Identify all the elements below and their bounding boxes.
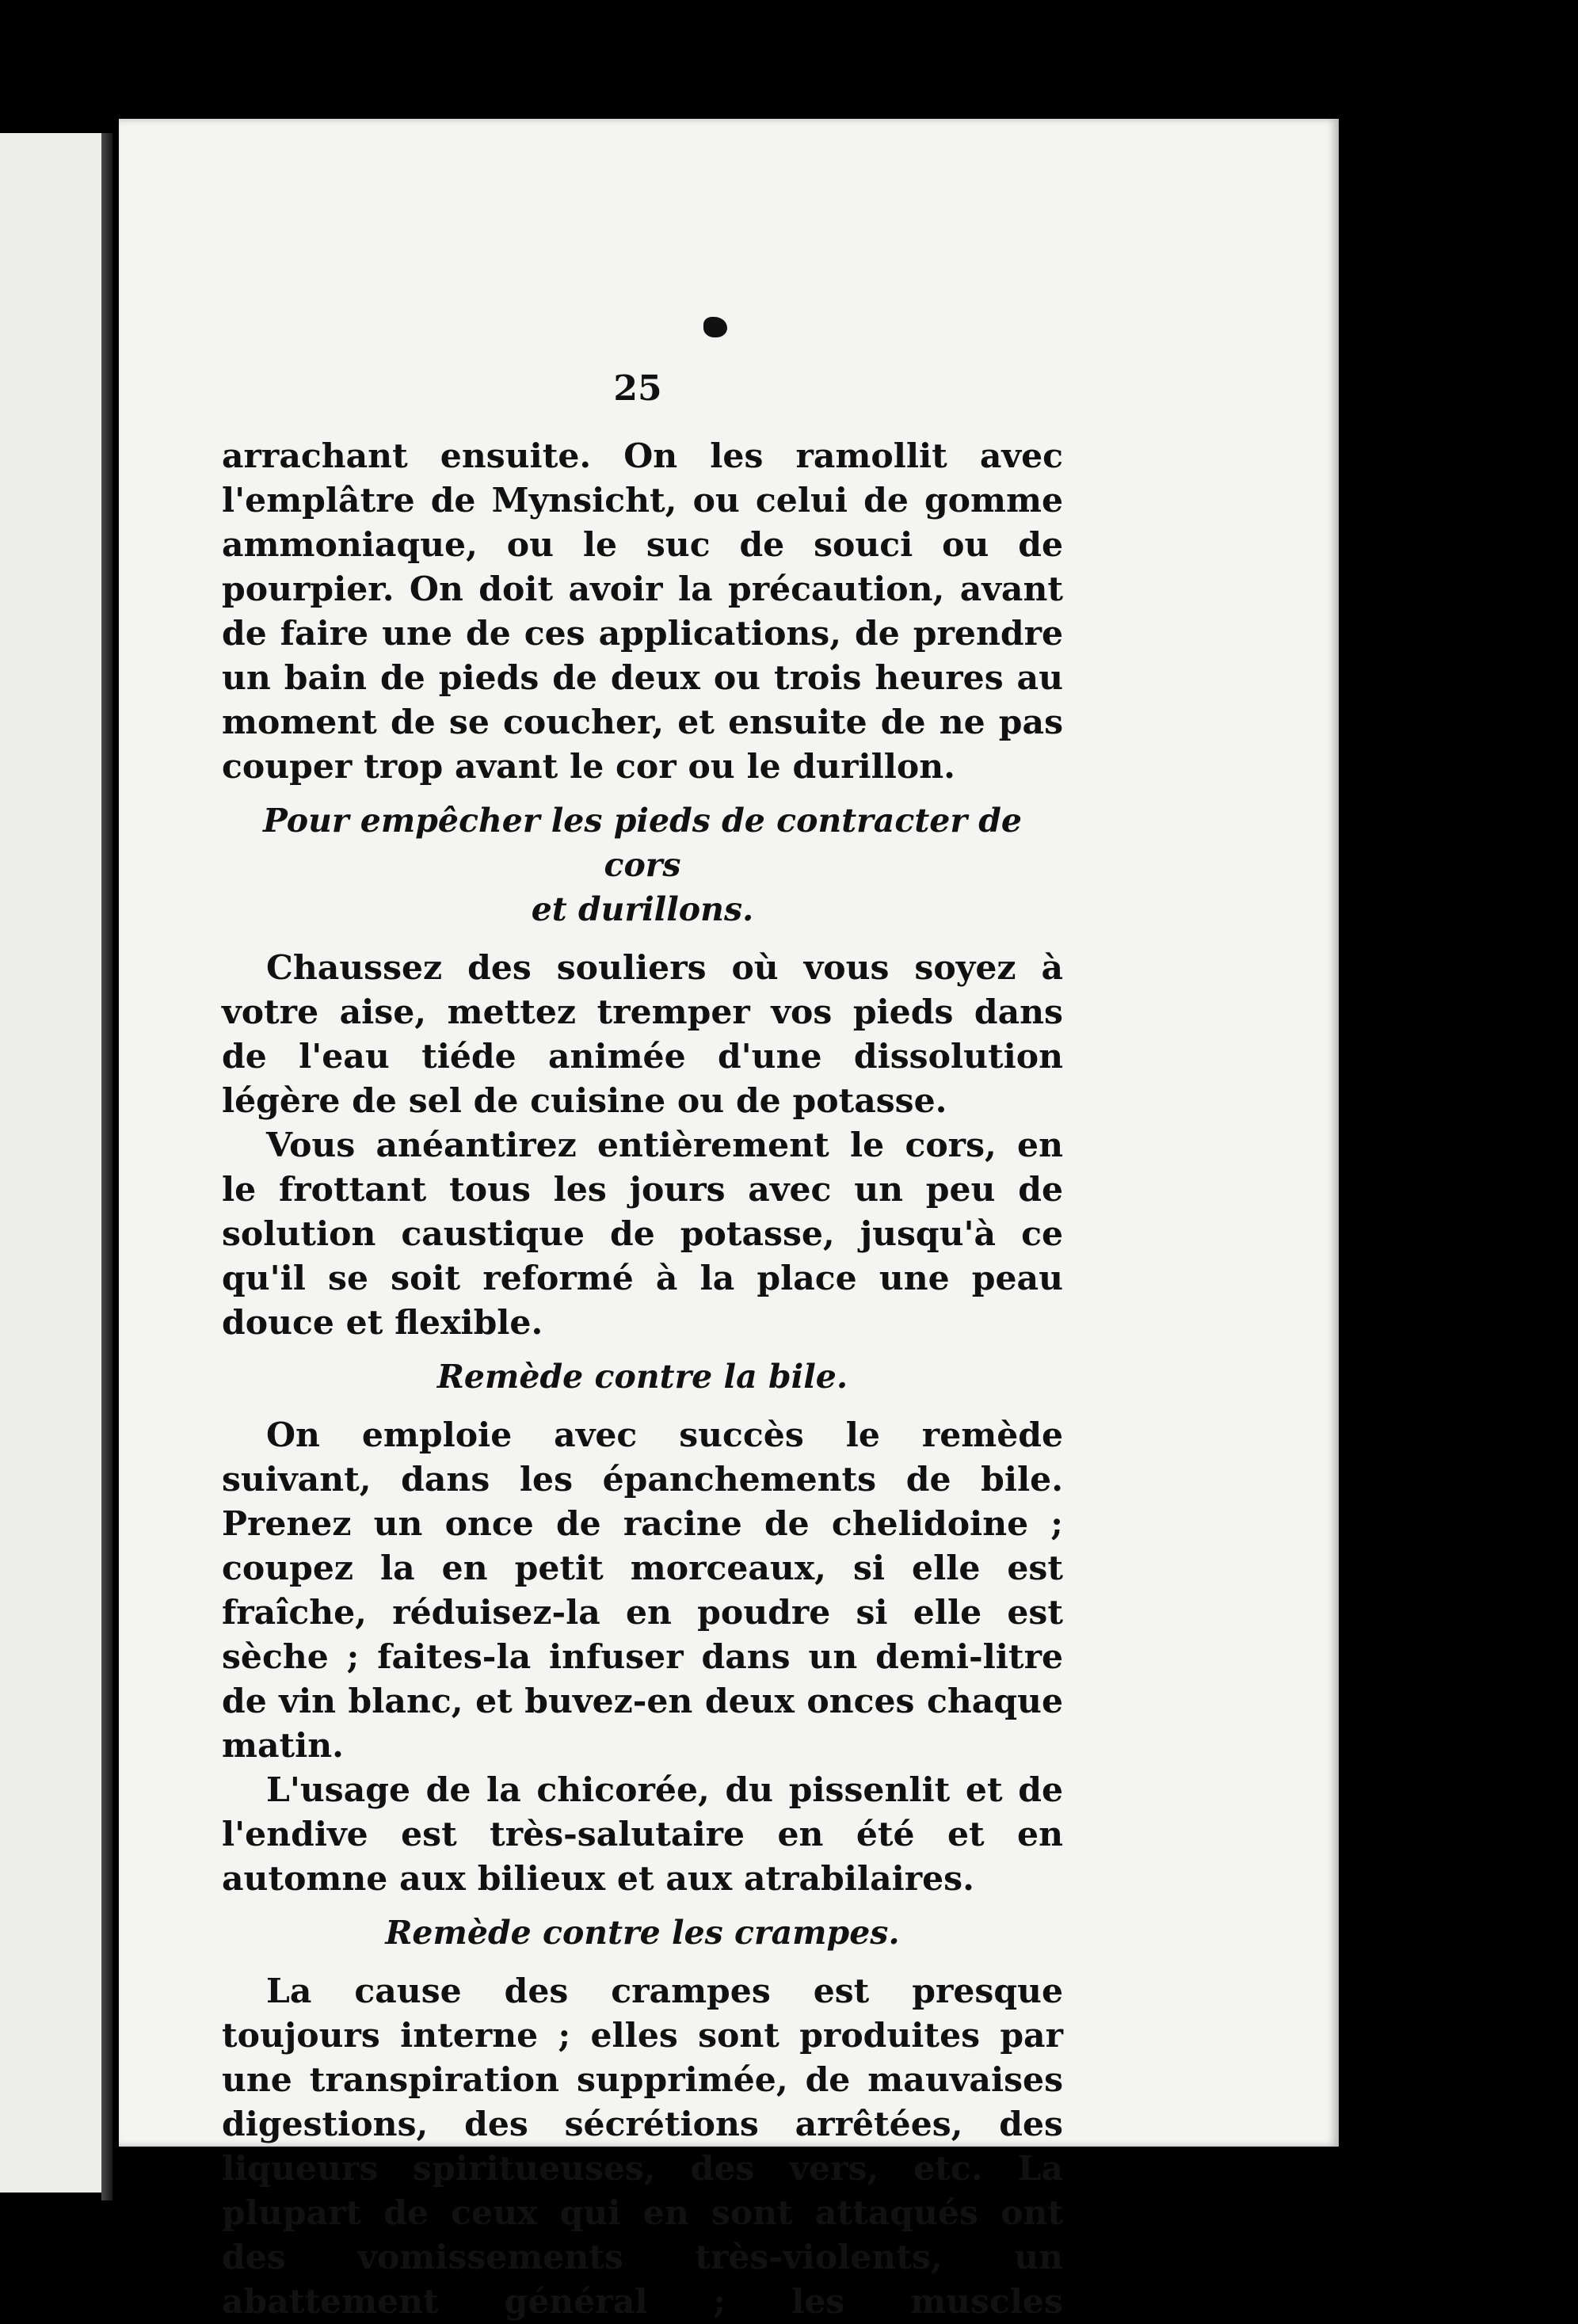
page-number: 25 [613,368,662,409]
ornament-mark [703,317,727,337]
left-page-edge [0,133,108,2193]
heading-bile-remedy: Remède contre la bile. [436,1358,848,1396]
paragraph-chicory: L'usage de la chicorée, du pissenlit et de l'endive est très-salutaire en été et en automne aux bilieux et aux atrabilaires. [222,1770,1063,1899]
page-gutter [101,133,112,2200]
paragraph-bile-remedy: On emploie avec succès le remède suivant, dans les épanchements de bile. Prenez un once de racine de chelidoine ; coupez la en petit morceaux, si elle est fraîche, réduisez-la en poudre si elle est sèche ; faites-la infuser dans un demi-litre de vin blanc, et buvez-en deux onces chaque matin. [222,1415,1063,1766]
page-text [222,434,1063,2324]
heading-cramp-remedy: Remède contre les crampes. [385,1914,900,1952]
paragraph-cramps: La cause des crampes est presque toujours interne ; elles sont produites par une transpiration supprimée, de mauvaises digestions, des sécrétions arrêtées, des liqueurs spiritueuses, des vers, etc. La plupart de ceux qui en sont attaqués ont des vomissements très-violents, un abattement général ; les muscles [222,1972,1063,2322]
heading-prevent-corns-line1: Pour empêcher les pieds de contracter de cors [263,802,1022,884]
paragraph-shoes: Chaussez des souliers où vous soyez à votre aise, mettez tremper vos pieds dans de l'eau tiéde animée d'une dissolution légère de sel de cuisine ou de potasse. [222,948,1063,1121]
paragraph-cors-treatment: arrachant ensuite. On les ramollit avec l'emplâtre de Mynsicht, ou celui de gomme ammoniaque, ou le suc de souci ou de pourpier. On doit avoir la précaution, avant de faire une de ces applications, de prendre un bain de pieds de deux ou trois heures au moment de se coucher, et ensuite de ne pas couper trop avant le cor ou le durillon. [222,436,1063,787]
heading-prevent-corns [222,798,1063,932]
paragraph-potash: Vous anéantirez entièrement le cors, en le frottant tous les jours avec un peu de solution caustique de potasse, jusqu'à ce qu'il se soit reformé à la place une peau douce et flexible. [222,1126,1063,1343]
heading-prevent-corns-line2: et durillons. [531,890,754,928]
